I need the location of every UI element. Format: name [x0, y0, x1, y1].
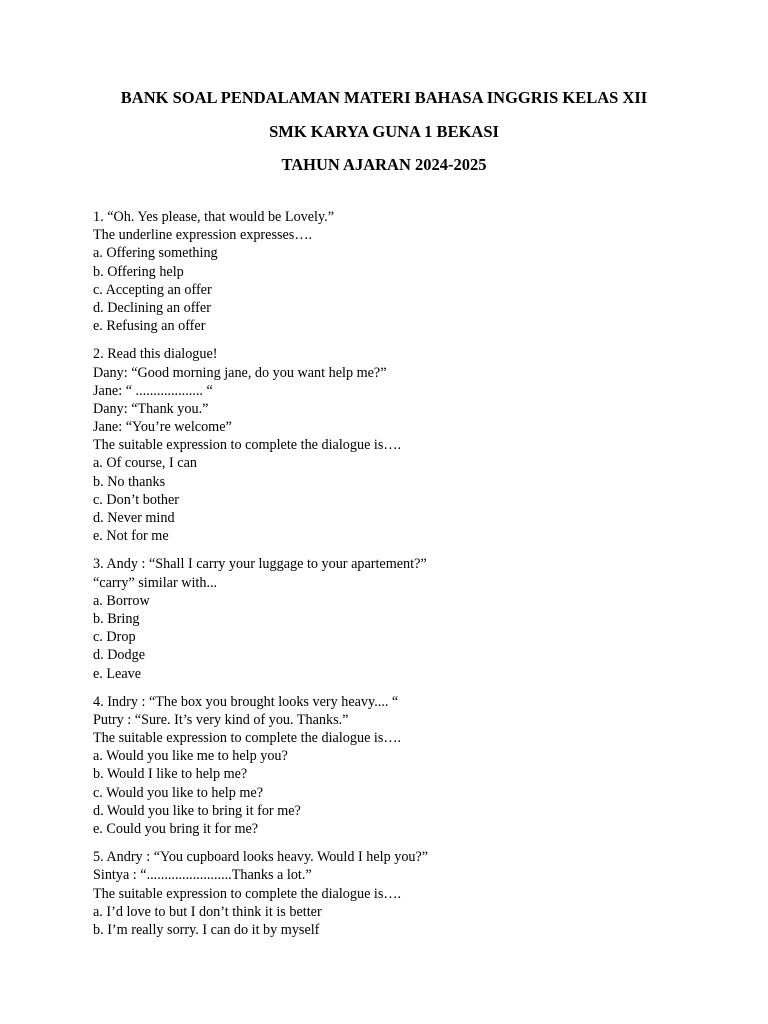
- answer-option: d. Would you like to bring it for me?: [93, 802, 301, 819]
- question-text-line: Sintya : “........................Thanks a lot.”: [93, 867, 312, 884]
- answer-option: c. Would you like to help me?: [93, 784, 263, 801]
- question-text-line: The underline expression expresses….: [93, 227, 313, 244]
- question-stem: 5. Andry : “You cupboard looks heavy. Would I help you?”: [93, 849, 429, 866]
- question-text-line: Jane: “ ................... “: [93, 382, 213, 399]
- question-2: [93, 345, 733, 545]
- answer-option: b. Bring: [93, 610, 140, 627]
- answer-option: c. Don’t bother: [93, 491, 180, 508]
- academic-year: TAHUN AJARAN 2024-2025: [281, 155, 487, 174]
- document-header: [0, 88, 768, 189]
- question-stem: 4. Indry : “The box you brought looks very heavy.... “: [93, 693, 399, 710]
- school-name: SMK KARYA GUNA 1 BEKASI: [269, 121, 499, 141]
- question-stem: 3. Andy : “Shall I carry your luggage to your apartement?”: [93, 556, 427, 573]
- answer-option: e. Could you bring it for me?: [93, 821, 259, 837]
- answer-option: a. Borrow: [93, 592, 150, 609]
- answer-option: a. I’d love to but I don’t think it is better: [93, 903, 322, 920]
- answer-option: b. I’m really sorry. I can do it by myself: [93, 921, 320, 938]
- question-4: [93, 693, 733, 839]
- answer-option: c. Drop: [93, 629, 136, 646]
- document-title: BANK SOAL PENDALAMAN MATERI BAHASA INGGRIS KELAS XII: [120, 88, 648, 107]
- question-list: [93, 208, 733, 949]
- answer-option: b. No thanks: [93, 473, 166, 490]
- question-text-line: Jane: “You’re welcome”: [93, 419, 232, 436]
- question-text-line: The suitable expression to complete the dialogue is….: [93, 437, 402, 454]
- question-text-line: Dany: “Thank you.”: [93, 400, 209, 417]
- answer-option: d. Dodge: [93, 647, 146, 664]
- answer-option: b. Offering help: [93, 263, 184, 280]
- answer-option: a. Would you like me to help you?: [93, 748, 288, 765]
- question-text-line: The suitable expression to complete the dialogue is….: [93, 730, 402, 747]
- answer-option: a. Of course, I can: [93, 455, 197, 472]
- answer-option: e. Not for me: [93, 528, 169, 545]
- question-stem: 2. Read this dialogue!: [93, 346, 218, 363]
- question-1: [93, 208, 733, 335]
- question-text-line: Putry : “Sure. It’s very kind of you. Thanks.”: [93, 711, 349, 728]
- question-3: [93, 555, 733, 682]
- question-stem: 1. “Oh. Yes please, that would be Lovely.”: [93, 209, 335, 225]
- question-text-line: “carry” similar with...: [93, 574, 218, 591]
- answer-option: e. Leave: [93, 665, 142, 682]
- question-text-line: Dany: “Good morning jane, do you want help me?”: [93, 364, 387, 381]
- answer-option: a. Offering something: [93, 245, 218, 262]
- answer-option: b. Would I like to help me?: [93, 766, 248, 783]
- answer-option: c. Accepting an offer: [93, 281, 212, 298]
- question-5: [93, 848, 733, 939]
- question-text-line: The suitable expression to complete the dialogue is….: [93, 885, 402, 902]
- answer-option: d. Declining an offer: [93, 299, 211, 316]
- answer-option: e. Refusing an offer: [93, 318, 206, 335]
- answer-option: d. Never mind: [93, 510, 175, 526]
